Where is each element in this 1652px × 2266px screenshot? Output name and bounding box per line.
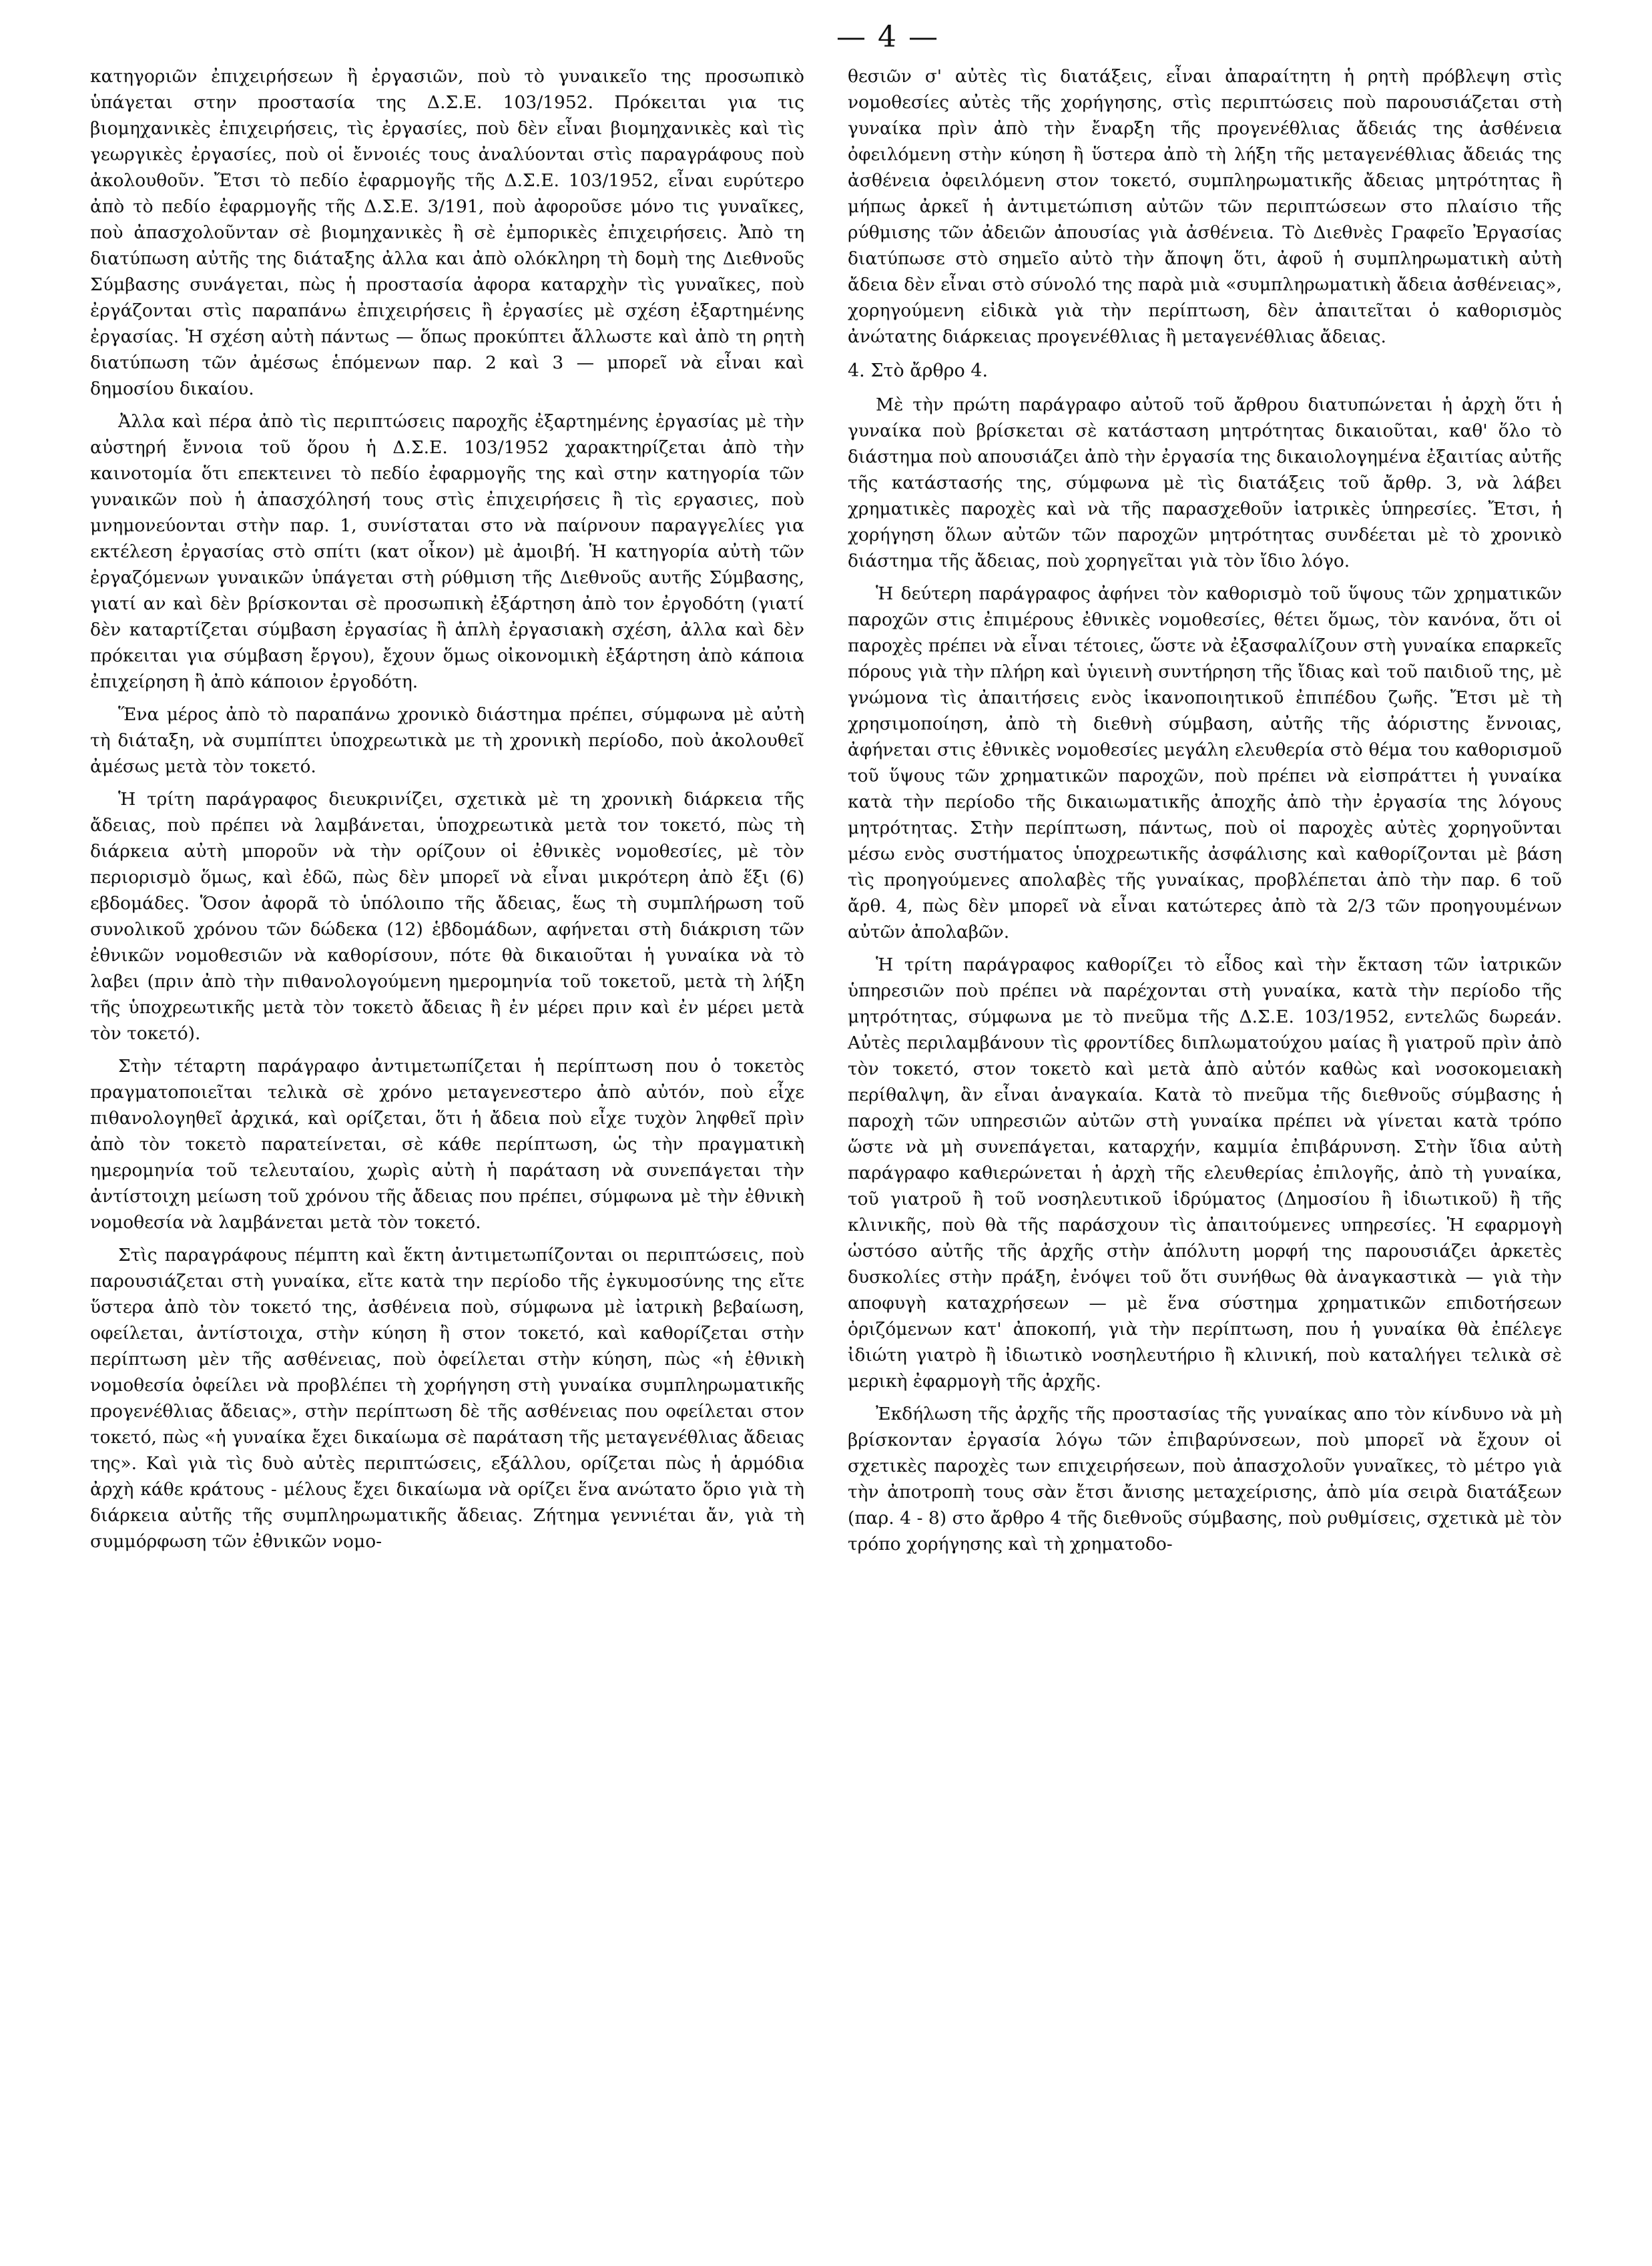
paragraph: Ἀλλα καὶ πέρα ἀπὸ τὶς περιπτώσεις παροχῆς ἐξαρτημένης ἐργασίας μὲ τὴν αὐστηρή ἔννοια τοῦ ὅρου ἡ Δ.Σ.Ε. 103/1952 χαρακτηρίζεται ἀπὸ τὴν καινοτομία ὅτι επεκτεινει τὸ πεδίο ἐφαρμογῆς της καὶ στην κατηγορία τῶν γυναικῶν ποὺ ἡ ἀπασχόλησή τους στὶς ἐπιχειρήσεις ἢ τὶς εργασιες, ποὺ μνημονεύονται στὴν παρ. 1, συνίσταται στο νὰ παίρνουν παραγγελίες για εκτέλεση ἐργασίας στὸ σπίτι (κατ οἶκον) μὲ ἀμοιβή. Ἡ κατηγορία αὐτὴ τῶν ἐργαζόμενων γυναικῶν ὑπάγεται στὴ ρύθμιση τῆς Διεθνοῦς αυτῆς Σύμβασης, γιατί αν καὶ δὲν βρίσκονται σὲ προσωπικὴ ἐξάρτηση ἀπὸ τον ἐργοδότη (γιατί δὲν καταρτίζεται σύμβαση ἐργασίας ἢ ἁπλὴ ἐργασιακὴ σχέση, ἀλλα καὶ δὲν πρόκειται για σύμβαση ἔργου), ἔχουν ὅμως οἰκονομικὴ ἐξάρτηση ἀπὸ κάποια ἐπιχείρηση ἢ ἀπὸ κάποιον ἐργοδότη. [90,411,804,692]
paragraph: Ἕνα μέρος ἀπὸ τὸ παραπάνω χρονικὸ διάστημα πρέπει, σύμφωνα μὲ αὐτὴ τὴ διάταξη, νὰ συμπίπτει ὑποχρεωτικὰ με τὴ χρονικὴ περίοδο, ποὺ ἀκολουθεῖ ἀμέσως μετὰ τὸν τοκετό. [90,704,804,777]
right-column [848,63,1562,1564]
left-column [90,63,804,1561]
paragraph: Στὶς παραγράφους πέμπτη καὶ ἕκτη ἀντιμετωπίζονται οι περιπτώσεις, ποὺ παρουσιάζεται στὴ γυναίκα, εἴτε κατὰ την περίοδο τῆς ἐγκυμοσύνης της εἴτε ὕστερα ἀπὸ τὸν τοκετό της, ἀσθένεια ποὺ, σύμφωνα μὲ ἰατρικὴ βεβαίωση, οφείλεται, ἀντίστοιχα, στὴν κύηση ἢ στον τοκετό, καὶ καθορίζεται στὴν περίπτωση μὲν τῆς ασθένειας, ποὺ ὀφείλεται στὴν κύηση, πὼς «ἡ ἐθνικὴ νομοθεσία ὀφείλει νὰ προβλέπει τὴ χορήγηση στὴ γυναίκα συμπληρωματικῆς προγενέθλιας ἄδειας», στὴν περίπτωση δὲ τῆς ασθένειας που οφείλεται στον τοκετό, πὼς «ἡ γυναίκα ἔχει δικαίωμα σὲ παράταση τῆς μεταγενέθλιας ἄδειας της». Καὶ γιὰ τὶς δυὸ αὐτὲς περιπτώσεις, εξάλλου, ορίζεται πὼς ἡ ἁρμόδια ἀρχὴ κάθε κράτους - μέλους ἔχει δικαίωμα νὰ ορίζει ἕνα ανώτατο ὅριο γιὰ τὴ διάρκεια αὐτῆς τῆς συμπληρωματικῆς ἄδειας. Ζήτημα γεννιέται ἄν, γιὰ τὴ συμμόρφωση τῶν ἐθνικῶν νομο- [90,1245,804,1552]
paragraph: Ἐκδήλωση τῆς ἀρχῆς τῆς προστασίας τῆς γυναίκας απο τὸν κίνδυνο νὰ μὴ βρίσκονταν ἐργασία λόγω τῶν ἐπιβαρύνσεων, ποὺ μπορεῖ νὰ ἔχουν οἱ σχετικὲς παροχὲς των επιχειρήσεων, ποὺ ἀπασχολοῦν γυναῖκες, τὸ μέτρο γιὰ τὴν ἀποτροπὴ τους σὰν ἔτσι ἄνισης μεταχείρισης, ἀπὸ μία σειρὰ διατάξεων (παρ. 4 - 8) στο ἄρθρο 4 τῆς διεθνοῦς σύμβασης, ποὺ ρυθμίσεις, σχετικὰ μὲ τὸν τρόπο χορήγησης καὶ τὴ χρηματοδο- [848,1404,1562,1554]
page-number: — 4 — [836,20,939,54]
paragraph: Μὲ τὴν πρώτη παράγραφο αὐτοῦ τοῦ ἄρθρου διατυπώνεται ἡ ἀρχὴ ὅτι ἡ γυναίκα ποὺ βρίσκεται σὲ κατάσταση μητρότητας δικαιοῦται, καθ' ὅλο τὸ διάστημα ποὺ απουσιάζει ἀπὸ τὴν ἐργασία της δικαιολογημένα ἐξαιτίας αὐτῆς τῆς κατάστασής της, σύμφωνα μὲ τὶς διατάξεις τοῦ ἄρθρ. 3, νὰ λάβει χρηματικὲς παροχὲς καὶ νὰ τῆς παρασχεθοῦν ἰατρικὲς ὑπηρεσίες. Ἔτσι, ἡ χορήγηση ὅλων αὐτῶν τῶν παροχῶν μητρότητας συνδέεται μὲ τὸ χρονικὸ διάστημα τῆς ἄδειας, ποὺ χορηγεῖται γιὰ τὸν ἴδιο λόγο. [848,394,1562,571]
section-heading: 4. Στὸ ἄρθρο 4. [848,360,989,381]
paragraph: θεσιῶν σ' αὐτὲς τὶς διατάξεις, εἶναι ἀπαραίτητη ἡ ρητὴ πρόβλεψη στὶς νομοθεσίες αὐτὲς τῆς χορήγησης, στὶς περιπτώσεις ποὺ παρουσιάζεται στὴ γυναίκα πρὶν ἀπὸ τὴν ἔναρξη τῆς προγενέθλιας ἄδειάς της ἀσθένεια ὀφειλόμενη στὴν κύηση ἢ ὕστερα ἀπὸ τὴ λήξη τῆς μεταγενέθλιας ἄδειάς της ἀσθένεια ὀφειλόμενη στον τοκετό, συμπληρωματικῆς ἄδειας μητρότητας ἢ μήπως ἀρκεῖ ἡ ἀντιμετώπιση αὐτῶν τῶν περιπτώσεων στο πλαίσιο τῆς ρύθμισης τῶν ἀδειῶν ἀπουσίας γιὰ ἀσθένεια. Τὸ Διεθνὲς Γραφεῖο Ἐργασίας διατύπωσε στὸ σημεῖο αὐτὸ τὴν ἄποψη ὅτι, ἀφοῦ ἡ συμπληρωματικὴ αὐτὴ ἄδεια δὲν εἶναι στὸ σύνολό της παρὰ μιὰ «συμπληρωματικὴ ἄδεια ἀσθένειας», χορηγούμενη εἰδικὰ γιὰ τὴν περίπτωση, δὲν ἀπαιτεῖται ὁ καθορισμὸς ἀνώτατης διάρκειας προγενέθλιας ἢ μεταγενέθλιας ἄδειας. [848,66,1562,347]
paragraph: Ἡ τρίτη παράγραφος διευκρινίζει, σχετικὰ μὲ τη χρονικὴ διάρκεια τῆς ἄδειας, ποὺ πρέπει νὰ λαμβάνεται, ὑποχρεωτικὰ μετὰ τον τοκετό, πὼς τὴ διάρκεια αὐτὴ μποροῦν νὰ τὴν ορίζουν οἱ ἐθνικὲς νομοθεσίες, μὲ τὸν περιορισμὸ ὅμως, καὶ ἐδῶ, πὼς δὲν μπορεῖ νὰ εἶναι μικρότερη ἀπὸ ἕξι (6) εβδομάδες. Ὅσον ἀφορᾶ τὸ ὑπόλοιπο τῆς ἄδειας, ἕως τὴ συμπλήρωση τοῦ συνολικοῦ χρόνου τῶν δώδεκα (12) ἑβδομάδων, αφήνεται στὴ διάκριση τῶν ἐθνικῶν νομοθεσιῶν νὰ καθορίσουν, πότε θὰ δικαιοῦται ἡ γυναίκα νὰ τὸ λαβει (πριν ἀπὸ τὴν πιθανολογούμενη ημερομηνία τοῦ τοκετοῦ, μετὰ τὴ λήξη τῆς ὑποχρεωτικῆς μετὰ τὸν τοκετὸ ἄδειας ἢ ἐν μέρει πριν καὶ ἐν μέρει μετὰ τὸν τοκετό). [90,789,804,1044]
paragraph: Ἡ τρίτη παράγραφος καθορίζει τὸ εἶδος καὶ τὴν ἔκταση τῶν ἰατρικῶν ὑπηρεσιῶν ποὺ πρέπει νὰ παρέχονται στὴ γυναίκα, κατὰ τὴν περίοδο τῆς μητρότητας, σύμφωνα με τὸ πνεῦμα τῆς Δ.Σ.Ε. 103/1952, εντελῶς δωρεάν. Αὐτὲς περιλαμβάνουν τὶς φροντίδες διπλωματούχου μαίας ἢ γιατροῦ πρὶν ἀπὸ τὸν τοκετό, στον τοκετὸ καὶ μετὰ ἀπὸ αὐτόν καθὼς καὶ νοσοκομειακὴ περίθαλψη, ἂν εἶναι ἀναγκαία. Κατὰ τὸ πνεῦμα τῆς διεθνοῦς σύμβασης ἡ παροχὴ τῶν υπηρεσιῶν αὐτῶν στὴ γυναίκα πρέπει νὰ γίνεται κατὰ τρόπο ὥστε νὰ μὴ συνεπάγεται, καταρχήν, καμμία ἐπιβάρυνση. Στὴν ἴδια αὐτὴ παράγραφο καθιερώνεται ἡ ἀρχὴ τῆς ελευθερίας ἐπιλογῆς, ἀπὸ τὴ γυναίκα, τοῦ γιατροῦ ἢ τοῦ νοσηλευτικοῦ ἱδρύματος (Δημοσίου ἢ ἰδιωτικοῦ) ἢ τῆς κλινικῆς, ποὺ θὰ τῆς παράσχουν τὶς ἀπαιτούμενες υπηρεσίες. Ἡ εφαρμογὴ ὡστόσο αὐτῆς τῆς ἀρχῆς στὴν ἀπόλυτη μορφή της παρουσιάζει ἀρκετὲς δυσκολίες στὴν πράξη, ἐνόψει τοῦ ὅτι συνήθως θὰ ἀναγκαστικὰ — γιὰ τὴν αποφυγὴ καταχρήσεων — μὲ ἕνα σύστημα χρηματικῶν επιδοτήσεων ὁριζόμενων κατ' ἀποκοπή, γιὰ τὴν περίπτωση, που ἡ γυναίκα θὰ ἐπέλεγε ἰδιώτη γιατρὸ ἢ ἰδιωτικὸ νοσηλευτήριο ἢ κλινική, ποὺ καταλήγει τελικὰ σὲ μερικὴ ἐφαρμογὴ τῆς ἀρχῆς. [848,954,1562,1392]
paragraph: Στὴν τέταρτη παράγραφο ἀντιμετωπίζεται ἡ περίπτωση που ὁ τοκετὸς πραγματοποιεῖται τελικὰ σὲ χρόνο μεταγενεστερο ἀπὸ αὐτόν, ποὺ εἶχε πιθανολογηθεῖ ἀρχικά, καὶ ορίζεται, ὅτι ἡ ἄδεια ποὺ εἶχε τυχὸν ληφθεῖ πρὶν ἀπὸ τὸν τοκετὸ παρατείνεται, σὲ κάθε περίπτωση, ὡς τὴν πραγματικὴ ημερομηνία τοῦ τελευταίου, χωρὶς αὐτὴ ἡ παράταση νὰ συνεπάγεται τὴν ἀντίστοιχη μείωση τοῦ χρόνου τῆς ἄδειας που πρέπει, σύμφωνα μὲ τὴν ἐθνικὴ νομοθεσία νὰ λαμβάνεται μετὰ τὸν τοκετό. [90,1056,804,1233]
paragraph: Ἡ δεύτερη παράγραφος ἀφήνει τὸν καθορισμὸ τοῦ ὕψους τῶν χρηματικῶν παροχῶν στις ἐπιμέρους ἐθνικὲς νομοθεσίες, θέτει ὅμως, τὸν κανόνα, ὅτι οἱ παροχὲς πρέπει νὰ εἶναι τέτοιες, ὥστε νὰ ἐξασφαλίζουν στὴ γυναίκα επαρκεῖς πόρους γιὰ τὴν πλήρη καὶ ὑγιεινὴ συντήρηση τῆς ἴδιας καὶ τοῦ παιδιοῦ της, μὲ γνώμονα τὶς ἀπαιτήσεις ενὸς ἱκανοποιητικοῦ ἐπιπέδου ζωῆς. Ἔτσι μὲ τὴ χρησιμοποίηση, ἀπὸ τὴ διεθνὴ σύμβαση, αὐτῆς τῆς ἀόριστης ἔννοιας, ἀφήνεται στις ἐθνικὲς νομοθεσίες μεγάλη ελευθερία στὸ θέμα του καθορισμοῦ τοῦ ὕψους τῶν χρηματικῶν παροχῶν, ποὺ πρέπει νὰ εἰσπράττει ἡ γυναίκα κατὰ τὴν περίοδο τῆς δικαιωματικῆς ἀποχῆς ἀπὸ τὴν ἐργασία της λόγους μητρότητας. Στὴν περίπτωση, πάντως, ποὺ οἱ παροχὲς αὐτὲς χορηγοῦνται μέσω ενὸς συστήματος ὑποχρεωτικῆς ἀσφάλισης καὶ καθορίζονται μὲ βάση τὶς προηγούμενες απολαβὲς τῆς γυναίκας, προβλέπεται ἀπὸ τὴν παρ. 6 τοῦ ἄρθ. 4, πὼς δὲν μπορεῖ νὰ εἶναι κατώτερες ἀπὸ τὰ 2/3 τῶν προηγουμένων αὐτῶν ἀπολαβῶν. [848,583,1562,942]
paragraph: κατηγοριῶν ἐπιχειρήσεων ἢ ἐργασιῶν, ποὺ τὸ γυναικεῖο της προσωπικὸ ὑπάγεται στην προστασία της Δ.Σ.Ε. 103/1952. Πρόκειται για τις βιομηχανικὲς ἐπιχειρήσεις, τὶς ἐργασίες, ποὺ δὲν εἶναι βιομηχανικὲς καὶ τὶς γεωργικὲς ἐργασίες, ποὺ οἱ ἔννοιές τους ἀναλύονται στὶς παραγράφους ποὺ ἀκολουθοῦν. Ἔτσι τὸ πεδίο ἐφαρμογῆς τῆς Δ.Σ.Ε. 103/1952, εἶναι ευρύτερο ἀπὸ τὸ πεδίο ἐφαρμογῆς τῆς Δ.Σ.Ε. 3/191, ποὺ ἀφοροῦσε μόνο τις γυναῖκες, ποὺ ἀπασχολοῦνταν σὲ βιομηχανικὲς ἢ σὲ ἐμπορικὲς ἐπιχειρήσεις. Ἀπὸ τη διατύπωση αὐτῆς της διάταξης ἀλλα και ἀπὸ ολόκληρη τὴ δομὴ της Διεθνοῦς Σύμβασης συνάγεται, πὼς ἡ προστασία ἀφορα καταρχὴν τὶς γυναῖκες, ποὺ ἐργάζονται στὶς παραπάνω ἐπιχειρήσεις ἢ ἐργασίες μὲ σχέση ἐξαρτημένης ἐργασίας. Ἡ σχέση αὐτὴ πάντως — ὅπως προκύπτει ἄλλωστε καὶ ἀπὸ τη ρητὴ διατύπωση τῶν ἀμέσως ἑπόμενων παρ. 2 καὶ 3 — μπορεῖ νὰ εἶναι καὶ δημοσίου δικαίου. [90,66,804,399]
